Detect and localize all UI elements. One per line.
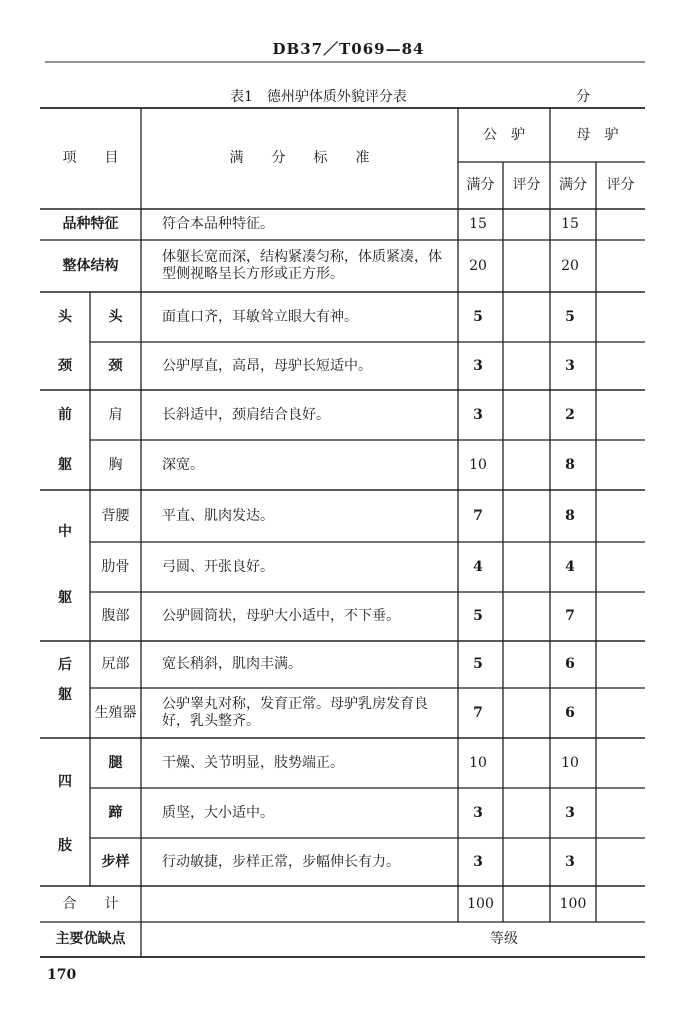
male-full-chest: 10 bbox=[469, 456, 487, 473]
row-item-breed: 品种特征 bbox=[62, 216, 119, 232]
row-item-neck: 颈 bbox=[108, 357, 123, 374]
row-standard-abdomen: 公驴圆筒状，母驴大小适中，不下垂。 bbox=[162, 608, 400, 624]
group-hindbody-2: 躯 bbox=[58, 686, 72, 703]
male-full-overall: 20 bbox=[469, 257, 487, 274]
row-standard-overall: 体躯长宽而深，结构紧凑匀称，体质紧凑，体型侧视略呈长方形或正方形。 bbox=[162, 249, 442, 282]
female-full-score-header: 满分 bbox=[559, 177, 587, 193]
table-caption: 表1 德州驴体质外貌评分表 bbox=[230, 89, 407, 105]
male-full-score-header: 满分 bbox=[466, 177, 495, 193]
page-number: 170 bbox=[47, 967, 77, 983]
total-label: 合 计 bbox=[62, 895, 119, 912]
female-full-ribs: 4 bbox=[565, 558, 575, 575]
female-full-abdomen: 7 bbox=[565, 608, 575, 624]
group-limbs-2: 肢 bbox=[58, 837, 72, 854]
group-forebody-1: 前 bbox=[58, 406, 72, 423]
unit-label: 分 bbox=[576, 89, 590, 105]
male-full-head: 5 bbox=[473, 308, 483, 325]
row-standard-genitals: 公驴睾丸对称，发育正常。母驴乳房发育良好，乳头整齐。 bbox=[162, 696, 428, 729]
male-full-shoulder: 3 bbox=[473, 406, 483, 423]
female-full-neck: 3 bbox=[565, 357, 575, 374]
male-full-back-loin: 7 bbox=[473, 507, 483, 524]
grade-label: 等级 bbox=[490, 931, 518, 947]
female-full-back-loin: 8 bbox=[565, 507, 575, 524]
female-full-gait: 3 bbox=[565, 853, 575, 870]
row-item-abdomen: 腹部 bbox=[101, 608, 130, 624]
row-item-genitals: 生殖器 bbox=[94, 704, 137, 721]
female-full-breed: 15 bbox=[561, 216, 579, 232]
male-full-legs: 10 bbox=[469, 754, 487, 771]
row-item-legs: 腿 bbox=[108, 754, 123, 771]
row-standard-gait: 行动敏捷，步样正常，步幅伸长有力。 bbox=[162, 853, 400, 870]
row-item-ribs: 肋骨 bbox=[101, 558, 130, 575]
column-header-item: 项 目 bbox=[62, 150, 119, 166]
group-head-neck-2: 颈 bbox=[58, 357, 72, 374]
male-full-hooves: 3 bbox=[473, 804, 483, 821]
row-standard-legs: 干燥、关节明显，肢势端正。 bbox=[162, 754, 344, 771]
male-full-genitals: 7 bbox=[473, 704, 483, 721]
male-full-neck: 3 bbox=[473, 357, 483, 374]
male-full-breed: 15 bbox=[469, 216, 487, 232]
male-full-croup: 5 bbox=[473, 656, 483, 672]
row-standard-neck: 公驴厚直，高昂，母驴长短适中。 bbox=[162, 357, 372, 374]
row-item-shoulder: 肩 bbox=[108, 406, 123, 423]
female-full-head: 5 bbox=[565, 308, 575, 325]
row-item-croup: 尻部 bbox=[101, 656, 130, 672]
group-forebody-2: 躯 bbox=[58, 456, 72, 473]
row-standard-breed: 符合本品种特征。 bbox=[162, 216, 274, 232]
column-header-male: 公 驴 bbox=[483, 126, 525, 143]
female-full-croup: 6 bbox=[565, 656, 575, 672]
row-standard-head: 面直口齐，耳敏耸立眼大有神。 bbox=[162, 308, 358, 325]
group-midbody-1: 中 bbox=[58, 523, 72, 540]
female-full-genitals: 6 bbox=[565, 704, 575, 721]
male-full-ribs: 4 bbox=[473, 558, 483, 575]
female-full-chest: 8 bbox=[565, 456, 575, 473]
row-standard-ribs: 弓圆、开张良好。 bbox=[162, 558, 274, 575]
male-score-header: 评分 bbox=[512, 177, 541, 193]
group-limbs-1: 四 bbox=[58, 773, 72, 790]
group-hindbody-1: 后 bbox=[58, 656, 72, 673]
female-full-shoulder: 2 bbox=[565, 406, 575, 423]
row-item-chest: 胸 bbox=[108, 456, 123, 473]
row-item-overall: 整体结构 bbox=[62, 257, 119, 274]
row-item-back-loin: 背腰 bbox=[101, 507, 130, 524]
male-full-gait: 3 bbox=[473, 853, 483, 870]
row-standard-back-loin: 平直、肌肉发达。 bbox=[162, 507, 274, 524]
row-item-gait: 步样 bbox=[101, 853, 130, 870]
row-standard-hooves: 质坚，大小适中。 bbox=[162, 804, 274, 821]
male-full-total: 100 bbox=[467, 895, 494, 912]
summary-label: 主要优缺点 bbox=[55, 931, 126, 947]
row-standard-shoulder: 长斜适中，颈肩结合良好。 bbox=[162, 406, 330, 423]
female-full-hooves: 3 bbox=[565, 804, 575, 821]
female-full-total: 100 bbox=[559, 895, 587, 912]
female-full-legs: 10 bbox=[561, 754, 579, 771]
row-item-head: 头 bbox=[108, 308, 123, 325]
row-standard-chest: 深宽。 bbox=[162, 456, 204, 473]
document-code-header: DB37／T069—84 bbox=[272, 40, 425, 58]
male-full-abdomen: 5 bbox=[473, 608, 483, 624]
group-midbody-2: 躯 bbox=[58, 589, 72, 606]
row-item-hooves: 蹄 bbox=[108, 804, 123, 821]
female-score-header: 评分 bbox=[606, 177, 635, 193]
row-standard-croup: 宽长稍斜，肌肉丰满。 bbox=[162, 656, 302, 672]
group-head-neck-1: 头 bbox=[58, 308, 72, 325]
column-header-female: 母 驴 bbox=[576, 126, 619, 143]
column-header-standard: 满 分 标 准 bbox=[229, 150, 370, 166]
female-full-overall: 20 bbox=[561, 257, 579, 274]
